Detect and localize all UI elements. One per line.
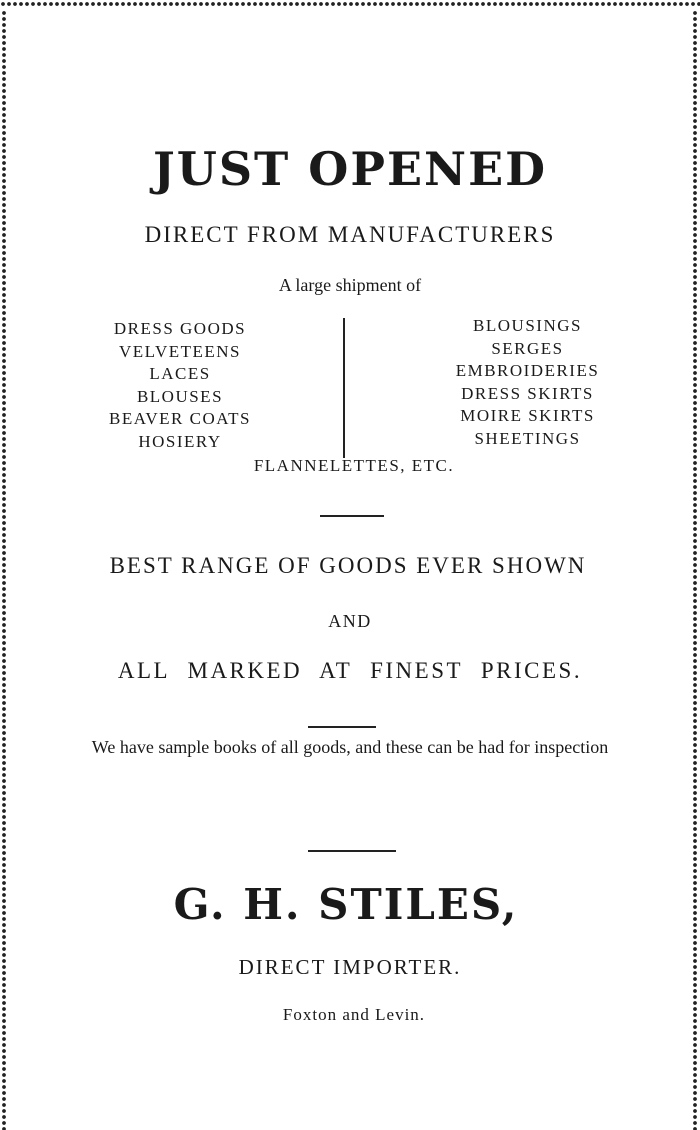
goods-item: LACES: [149, 364, 211, 383]
ornamental-border-top: [0, 0, 700, 10]
claim-line-1: BEST RANGE OF GOODS EVER SHOWN: [109, 553, 587, 578]
goods-item: MOIRE SKIRTS: [460, 406, 595, 425]
goods-item: SERGES: [491, 338, 564, 358]
divider-rule: [308, 850, 396, 852]
goods-item: BLOUSINGS: [473, 316, 582, 335]
divider-rule: [320, 515, 384, 517]
goods-item: BEAVER COATS: [109, 409, 251, 428]
intro-text: A large shipment of: [278, 275, 422, 295]
claim-line-2: ALL MARKED AT FINEST PRICES.: [117, 658, 583, 683]
merchant-name: G. H. STILES,: [173, 880, 519, 929]
headline: JUST OPENED: [152, 142, 548, 196]
goods-footer: FLANNELETTES, ETC.: [253, 456, 455, 475]
goods-list-right: [420, 315, 635, 450]
sample-note: We have sample books of all goods, and these can be had for inspection: [91, 737, 609, 757]
goods-item: VELVETEENS: [118, 341, 242, 361]
divider-rule: [308, 726, 376, 728]
claim-and: AND: [328, 611, 372, 631]
goods-item: SHEETINGS: [474, 428, 581, 448]
goods-item: HOSIERY: [138, 431, 222, 451]
goods-item: BLOUSES: [136, 386, 224, 406]
merchant-locations: Foxton and Levin.: [282, 1005, 426, 1024]
goods-item: DRESS GOODS: [113, 319, 247, 338]
goods-item: DRESS SKIRTS: [461, 383, 594, 403]
column-divider: [343, 318, 345, 458]
goods-item: EMBROIDERIES: [455, 361, 600, 380]
goods-list-left: [70, 318, 290, 453]
merchant-title: DIRECT IMPORTER.: [238, 955, 462, 979]
subheadline: DIRECT FROM MANUFACTURERS: [144, 222, 556, 247]
